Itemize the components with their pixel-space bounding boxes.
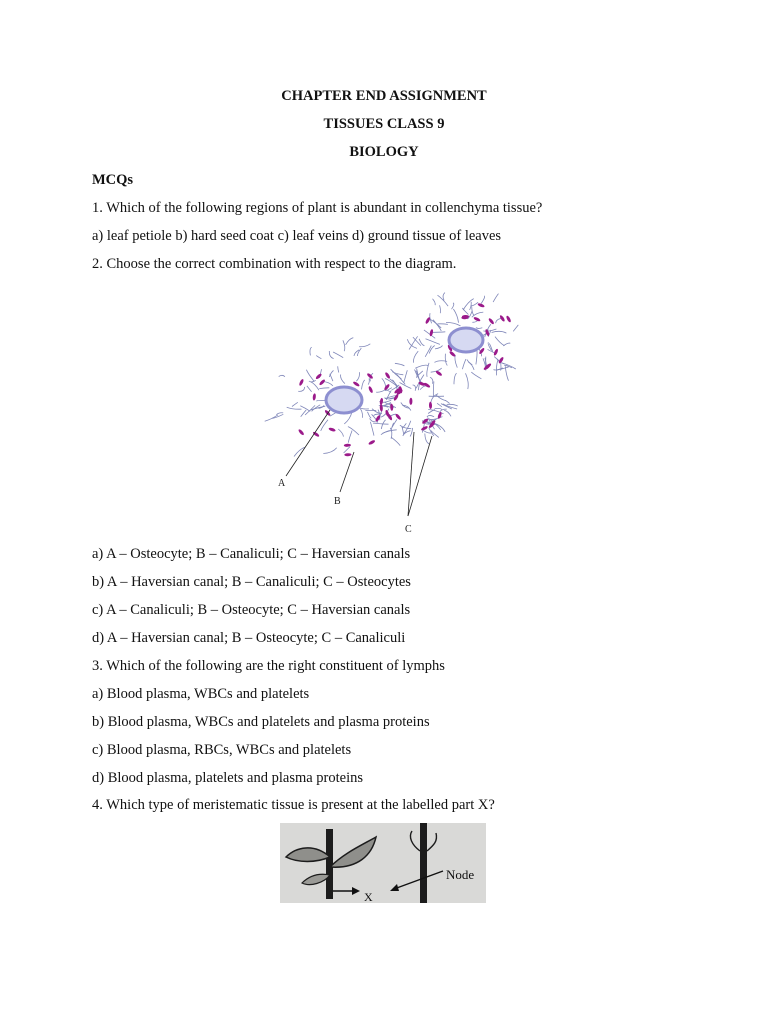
osteocyte [315,373,322,380]
canaliculus [471,302,478,305]
canaliculus [404,370,408,383]
haversian-canal-right [449,328,483,352]
canaliculus [494,368,503,370]
question-3-option-a: a) Blood plasma, WBCs and platelets [92,686,310,702]
canaliculus [338,366,339,372]
canaliculus [361,408,369,409]
osteocyte [352,381,360,387]
canaliculus [410,428,413,437]
canaliculus [395,363,405,366]
canaliculus [294,447,305,456]
question-3-option-c: c) Blood plasma, RBCs, WBCs and platelets [92,742,352,758]
osteocyte [298,379,304,387]
canaliculus [316,355,321,358]
canaliculus [330,413,336,416]
osteocyte [298,429,305,436]
canaliculus [423,430,431,433]
label-b: B [334,496,341,507]
canaliculus [453,309,458,323]
osteocyte [344,453,351,456]
osteocyte [488,317,495,324]
canaliculus [438,324,448,325]
bone-tissue-diagram [262,286,528,540]
document-title: CHAPTER END ASSIGNMENT [281,88,487,104]
canaliculus [476,328,482,329]
canaliculus [298,387,304,391]
canaliculus [426,339,440,345]
canaliculus [445,400,450,403]
osteocyte [368,439,376,445]
canaliculus [435,346,443,349]
osteocyte [344,444,351,447]
canaliculus [348,431,352,443]
label-node: Node [446,867,475,882]
canaliculus [418,371,423,376]
haversian-canal-left [326,387,362,413]
canaliculus [362,380,365,390]
label-lines [286,410,432,516]
canaliculus [455,355,457,368]
canaliculus [513,325,518,332]
label-a: A [278,478,286,489]
canaliculus [310,347,312,355]
question-4: 4. Which type of meristematic tissue is present at the labelled part X? [92,797,495,813]
canaliculus [445,354,447,366]
canaliculus [368,412,372,418]
canaliculus [435,408,442,409]
label-x: X [364,890,373,903]
canaliculus [301,410,307,417]
canaliculus [466,373,469,389]
canaliculus [483,329,496,331]
canaliculus [495,337,505,346]
canaliculus [468,362,474,370]
canaliculus [330,374,333,381]
canaliculus [344,447,350,453]
canaliculus [265,415,278,421]
osteocyte [506,315,512,323]
canaliculus [425,434,429,445]
canaliculus [429,346,435,354]
canaliculus [440,305,441,313]
canaliculus [311,382,319,390]
canaliculus [368,378,369,384]
canaliculus [431,394,438,403]
canaliculus [341,375,345,384]
canaliculus [343,340,345,351]
canaliculus [319,388,329,389]
canaliculus [279,375,285,376]
stem-right [420,823,427,903]
canaliculus [292,402,298,406]
osteocyte [421,425,429,431]
canaliculus [462,359,466,369]
section-label: MCQs [92,172,134,188]
canaliculus [452,303,454,309]
document-subject: BIOLOGY [349,144,419,160]
stem-left [326,829,333,899]
canaliculus [357,348,361,356]
canaliculus [413,385,416,391]
canaliculus [433,299,436,305]
canaliculus [435,361,448,363]
canaliculus [287,407,302,409]
canaliculus [454,373,457,384]
osteocyte [390,404,393,411]
osteocyte [409,398,412,405]
osteocyte [384,372,391,380]
canaliculus [348,427,359,435]
canaliculus [306,370,314,381]
canaliculus [430,377,433,384]
canaliculus [329,351,333,359]
document-subtitle: TISSUES CLASS 9 [323,116,445,132]
label-c: C [405,524,412,535]
canaliculus [316,400,325,401]
question-2: 2. Choose the correct combination with respect to the diagram. [92,256,457,272]
canaliculus [323,448,336,454]
osteocyte [379,398,383,406]
canaliculus [391,437,400,446]
question-3-option-d: d) Blood plasma, platelets and plasma proteins [92,770,364,786]
canaliculus [420,386,426,390]
osteocyte [319,379,326,386]
canaliculus [444,410,451,416]
canaliculus [413,351,418,363]
canaliculus [481,296,484,304]
canaliculus [392,419,397,427]
canaliculus [321,420,328,431]
canaliculus [431,332,445,333]
canaliculus [415,365,428,368]
canaliculus [447,404,458,406]
canaliculus [400,425,411,429]
canaliculus [446,322,461,326]
question-1: 1. Which of the following regions of plant is abundant in collenchyma tissue? [92,200,543,216]
canaliculus [333,352,343,358]
question-1-options: a) leaf petiole b) hard seed coat c) leaf veins d) ground tissue of leaves [92,228,502,244]
canaliculus [443,293,445,301]
canaliculus [467,360,472,365]
canaliculus [300,406,310,412]
canaliculus [359,344,370,347]
canaliculus [476,351,477,365]
canaliculus [462,308,468,315]
canaliculus [471,372,481,379]
canaliculus [356,372,359,381]
osteocyte [368,386,374,394]
question-3-option-b: b) Blood plasma, WBCs and platelets and plasma proteins [92,714,430,730]
osteocyte [429,402,432,409]
plant-node-figure [280,823,486,903]
canaliculus [409,336,418,349]
question-2-option-d: d) A – Haversian canal; B – Osteocyte; C – Canaliculi [92,630,406,646]
canaliculus [338,429,343,437]
question-2-option-c: c) A – Canaliculi; B – Osteocyte; C – Haversian canals [92,602,411,618]
osteocyte [395,413,402,420]
canaliculus [493,294,498,303]
question-3: 3. Which of the following are the right constituent of lymphs [92,658,445,674]
canaliculus [346,338,354,345]
canaliculus [407,339,417,348]
canaliculus [427,415,434,416]
canaliculus [492,331,507,333]
osteocyte [328,427,336,432]
question-2-option-a: a) A – Osteocyte; B – Canaliculi; C – Haversian canals [92,546,411,562]
canaliculus [392,372,403,375]
canaliculus [381,431,390,435]
canaliculus [433,382,434,397]
canaliculus [424,330,435,338]
canaliculus [309,380,316,382]
canaliculus [429,428,434,436]
canaliculus [433,320,441,331]
canaliculus [307,386,312,392]
canaliculus [496,360,498,376]
canaliculus [370,422,374,436]
canaliculus [305,405,315,415]
question-2-option-b: b) A – Haversian canal; B – Canaliculi; C – Osteocytes [92,574,411,590]
osteocyte [312,393,316,401]
canaliculus [373,423,389,424]
canaliculus [370,418,376,421]
canaliculus [403,431,411,436]
canaliculus [505,366,508,380]
canaliculus [323,382,333,386]
osteocyte [449,350,456,357]
